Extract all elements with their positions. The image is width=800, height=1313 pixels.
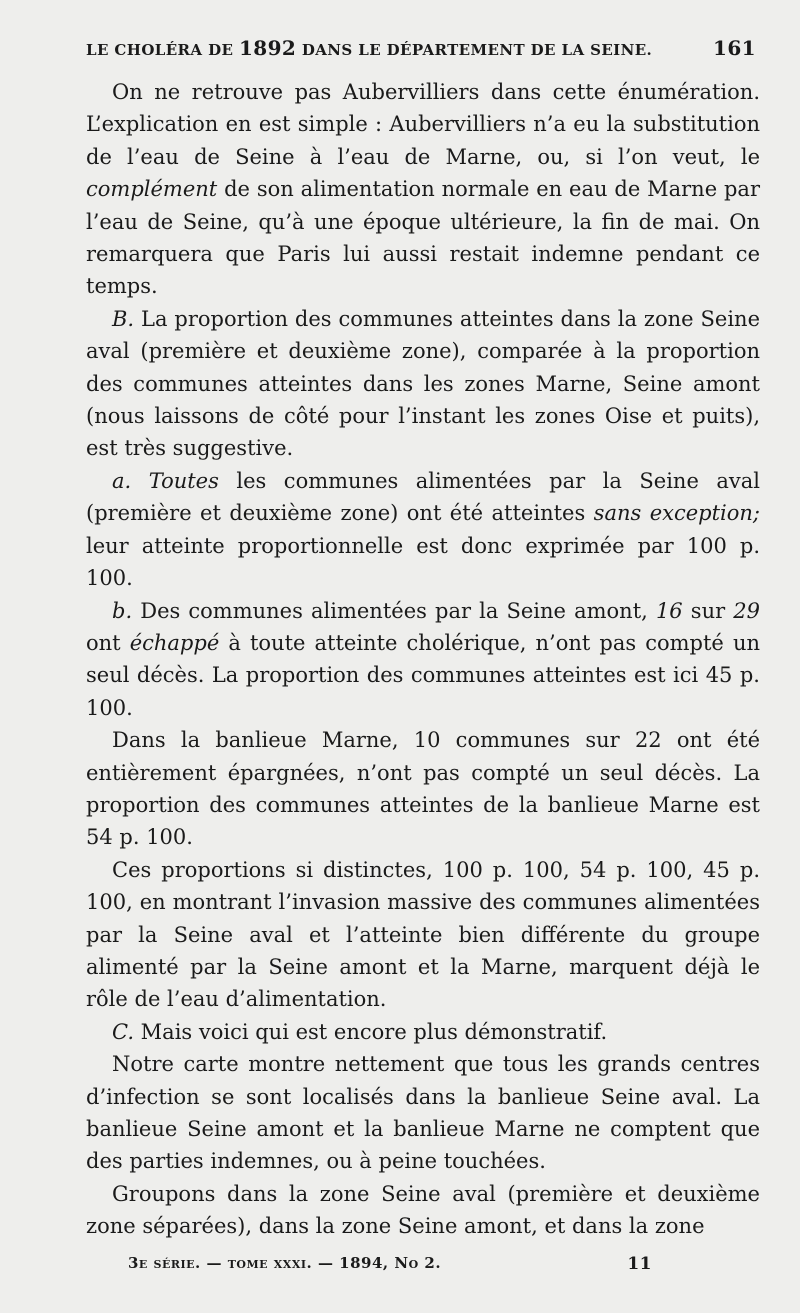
p3-text-a: les communes alimentées par la Seine aval (première et deuxième zone) ont été atteintes — [86, 468, 760, 526]
page-footer — [128, 1254, 760, 1274]
p3-text-b: leur atteinte proportionnelle est donc exprimée par 100 p. 100. — [86, 533, 760, 591]
paragraph-2 — [86, 303, 760, 465]
p2-text: La proportion des communes atteintes dans la zone Seine aval (première et deuxième zone), comparée à la proportion des communes atteintes dans les zones Marne, Seine amont (nous laissons de côté pour l’instant les zones Oise et puits), est très suggestive. — [86, 306, 760, 461]
paragraph-8: Notre carte montre nettement que tous les grands centres d’infection se sont localisés dans la banlieue Seine aval. La banlieue Seine amont et la banlieue Marne ne comptent que des parties indemnes, ou à peine touchées. — [86, 1052, 760, 1174]
header-title — [86, 36, 652, 60]
body-text — [86, 76, 760, 1243]
header-title-right: DANS LE DÉPARTEMENT DE LA SEINE. — [296, 41, 653, 59]
paragraph-7 — [86, 1016, 760, 1048]
p4-text-c: ont — [86, 630, 130, 655]
series-info: 3e série. — tome xxxi. — 1894, No 2. — [128, 1254, 442, 1272]
paragraph-5: Dans la banlieue Marne, 10 communes sur 22 ont été entièrement épargnées, n’ont pas compté un seul décès. La proportion des communes atteintes de la banlieue Marne est 54 p. 100. — [86, 728, 760, 850]
paragraph-6: Ces proportions si distinctes, 100 p. 100, 54 p. 100, 45 p. 100, en montrant l’invasion massive des communes alimentées par la Seine aval et l’atteinte bien différente du groupe alimenté par la Seine amont et la Marne, marquent déjà le rôle de l’eau d’alimentation. — [86, 857, 760, 1012]
page-number: 161 — [713, 36, 756, 60]
section-label-b: B. — [112, 306, 135, 331]
paragraph-4 — [86, 595, 760, 725]
header-year: 1892 — [238, 36, 297, 60]
p4-text-b: sur — [682, 598, 734, 623]
paragraph-3 — [86, 465, 760, 595]
p7-text: Mais voici qui est encore plus démonstratif. — [134, 1019, 608, 1044]
paragraph-9: Groupons dans la zone Seine aval (première et deuxième zone séparées), dans la zone Seine amont, et dans la zone — [86, 1181, 760, 1239]
header-title-left: LE CHOLÉRA DE — [86, 41, 239, 59]
p3-emphasis-1: Toutes — [148, 468, 219, 493]
p4-emphasis-2: 29 — [733, 598, 760, 623]
section-label-c: C. — [112, 1019, 134, 1044]
p3-emphasis-2: sans exception; — [593, 501, 760, 526]
item-label-b: b. — [112, 598, 133, 623]
paragraph-1 — [86, 76, 760, 303]
item-label-a: a. — [112, 468, 132, 493]
p4-emphasis-3: échappé — [129, 630, 220, 655]
running-header — [86, 36, 760, 64]
signature-mark: 11 — [627, 1254, 652, 1274]
p1-rest: de son alimentation normale en eau de Marne par l’eau de Seine, qu’à une époque ultérieure, la fin de mai. On remarquera que Paris lui aussi restait indemne pendant ce temps. — [86, 177, 760, 299]
p1-text: On ne retrouve pas Aubervilliers dans cette énumération. L’explication en est simple : Aubervilliers n’a eu la substitution de l’eau de Seine à l’eau de Marne, ou, si l’on veut, le — [86, 80, 760, 169]
p4-text-d: à toute atteinte cholérique, n’ont pas compté un seul décès. La proportion des communes atteintes est ici 45 p. 100. — [86, 630, 760, 720]
p1-emphasis: complément — [86, 177, 218, 202]
p4-text-a: Des communes alimentées par la Seine amont, — [132, 598, 656, 623]
p4-emphasis-1: 16 — [655, 598, 683, 623]
